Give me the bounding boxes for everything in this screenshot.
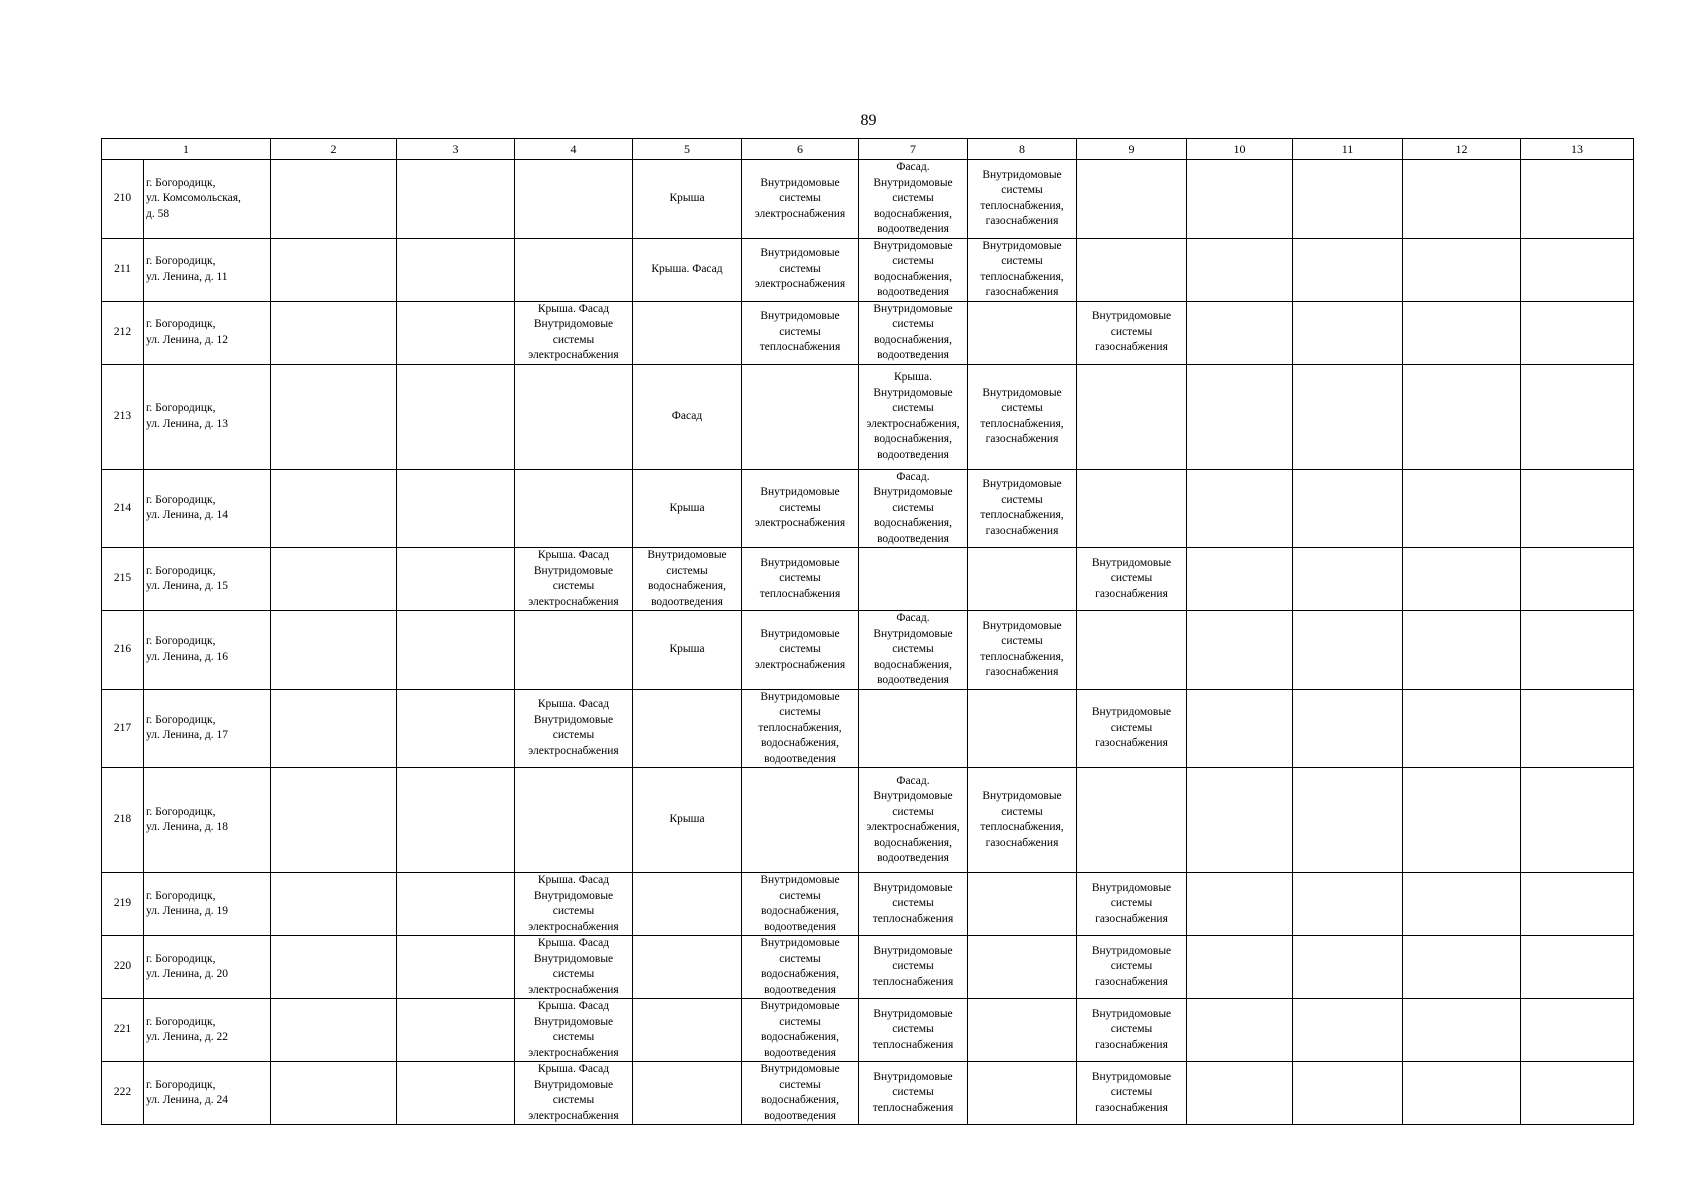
cell-c3 [397, 611, 515, 690]
cell-c13 [1521, 548, 1634, 611]
cell-c9: Внутридомовые системы газоснабжения [1077, 548, 1187, 611]
address-cell: г. Богородицк, ул. Ленина, д. 12 [144, 301, 271, 364]
cell-c12 [1403, 160, 1521, 239]
cell-c13 [1521, 999, 1634, 1062]
cell-c5 [633, 1062, 742, 1125]
cell-c13 [1521, 611, 1634, 690]
cell-c10 [1187, 301, 1293, 364]
cell-c13 [1521, 936, 1634, 999]
cell-c2 [271, 238, 397, 301]
row-number-cell: 217 [102, 689, 144, 768]
cell-c4: Крыша. Фасад Внутридомовые системы электроснабжения [515, 301, 633, 364]
cell-c13 [1521, 1062, 1634, 1125]
cell-c11 [1293, 238, 1403, 301]
cell-c11 [1293, 611, 1403, 690]
cell-c2 [271, 469, 397, 548]
cell-c11 [1293, 469, 1403, 548]
address-cell: г. Богородицк, ул. Ленина, д. 16 [144, 611, 271, 690]
cell-c6: Внутридомовые системы электроснабжения [742, 160, 859, 239]
cell-c6: Внутридомовые системы водоснабжения, водоотведения [742, 936, 859, 999]
table-row [102, 238, 1634, 301]
table-row [102, 160, 1634, 239]
cell-c4 [515, 768, 633, 873]
cell-c6: Внутридомовые системы теплоснабжения [742, 301, 859, 364]
cell-c3 [397, 238, 515, 301]
cell-c11 [1293, 873, 1403, 936]
address-cell: г. Богородицк, ул. Ленина, д. 11 [144, 238, 271, 301]
cell-c11 [1293, 364, 1403, 469]
cell-c3 [397, 469, 515, 548]
cell-c13 [1521, 364, 1634, 469]
cell-c7: Фасад. Внутридомовые системы водоснабжения, водоотведения [859, 611, 968, 690]
cell-c3 [397, 999, 515, 1062]
cell-c5: Крыша [633, 611, 742, 690]
cell-c2 [271, 936, 397, 999]
cell-c5: Крыша [633, 160, 742, 239]
column-numbers-row [102, 139, 1634, 160]
cell-c4: Крыша. Фасад Внутридомовые системы электроснабжения [515, 689, 633, 768]
cell-c4 [515, 469, 633, 548]
cell-c2 [271, 689, 397, 768]
cell-c10 [1187, 160, 1293, 239]
cell-c12 [1403, 689, 1521, 768]
cell-c7: Внутридомовые системы теплоснабжения [859, 936, 968, 999]
cell-c10 [1187, 548, 1293, 611]
column-header: 11 [1293, 139, 1403, 160]
cell-c10 [1187, 999, 1293, 1062]
table-row [102, 301, 1634, 364]
cell-c12 [1403, 936, 1521, 999]
cell-c10 [1187, 469, 1293, 548]
table-row [102, 1062, 1634, 1125]
cell-c9: Внутридомовые системы газоснабжения [1077, 1062, 1187, 1125]
table-row [102, 689, 1634, 768]
cell-c4: Крыша. Фасад Внутридомовые системы электроснабжения [515, 548, 633, 611]
cell-c11 [1293, 160, 1403, 239]
cell-c2 [271, 611, 397, 690]
cell-c8: Внутридомовые системы теплоснабжения, газоснабжения [968, 238, 1077, 301]
row-number-cell: 216 [102, 611, 144, 690]
register-table [101, 138, 1634, 1125]
cell-c8 [968, 689, 1077, 768]
cell-c9: Внутридомовые системы газоснабжения [1077, 301, 1187, 364]
cell-c5 [633, 999, 742, 1062]
column-header: 9 [1077, 139, 1187, 160]
cell-c2 [271, 301, 397, 364]
address-cell: г. Богородицк, ул. Ленина, д. 15 [144, 548, 271, 611]
row-number-cell: 215 [102, 548, 144, 611]
cell-c2 [271, 548, 397, 611]
cell-c10 [1187, 873, 1293, 936]
table-row [102, 936, 1634, 999]
cell-c7: Внутридомовые системы теплоснабжения [859, 873, 968, 936]
cell-c9: Внутридомовые системы газоснабжения [1077, 873, 1187, 936]
cell-c10 [1187, 1062, 1293, 1125]
cell-c9 [1077, 238, 1187, 301]
cell-c12 [1403, 238, 1521, 301]
cell-c8: Внутридомовые системы теплоснабжения, газоснабжения [968, 160, 1077, 239]
cell-c7 [859, 548, 968, 611]
cell-c10 [1187, 238, 1293, 301]
cell-c2 [271, 364, 397, 469]
cell-c13 [1521, 301, 1634, 364]
cell-c7: Фасад. Внутридомовые системы водоснабжения, водоотведения [859, 160, 968, 239]
cell-c2 [271, 999, 397, 1062]
cell-c4 [515, 160, 633, 239]
cell-c7: Фасад. Внутридомовые системы электроснабжения, водоснабжения, водоотведения [859, 768, 968, 873]
cell-c9: Внутридомовые системы газоснабжения [1077, 999, 1187, 1062]
address-cell: г. Богородицк, ул. Ленина, д. 18 [144, 768, 271, 873]
cell-c11 [1293, 301, 1403, 364]
column-header: 12 [1403, 139, 1521, 160]
cell-c10 [1187, 768, 1293, 873]
cell-c5: Крыша. Фасад [633, 238, 742, 301]
cell-c10 [1187, 936, 1293, 999]
column-header: 1 [102, 139, 271, 160]
address-cell: г. Богородицк, ул. Ленина, д. 24 [144, 1062, 271, 1125]
address-cell: г. Богородицк, ул. Ленина, д. 22 [144, 999, 271, 1062]
row-number-cell: 219 [102, 873, 144, 936]
cell-c10 [1187, 364, 1293, 469]
cell-c5: Крыша [633, 469, 742, 548]
cell-c9 [1077, 364, 1187, 469]
address-cell: г. Богородицк, ул. Ленина, д. 20 [144, 936, 271, 999]
cell-c8: Внутридомовые системы теплоснабжения, газоснабжения [968, 364, 1077, 469]
table-row [102, 611, 1634, 690]
cell-c3 [397, 301, 515, 364]
cell-c5 [633, 689, 742, 768]
cell-c6 [742, 768, 859, 873]
cell-c7: Крыша. Внутридомовые системы электроснабжения, водоснабжения, водоотведения [859, 364, 968, 469]
table-body [102, 160, 1634, 1125]
address-cell: г. Богородицк, ул. Ленина, д. 13 [144, 364, 271, 469]
table-row [102, 548, 1634, 611]
cell-c3 [397, 1062, 515, 1125]
column-header: 13 [1521, 139, 1634, 160]
cell-c6: Внутридомовые системы водоснабжения, водоотведения [742, 999, 859, 1062]
cell-c11 [1293, 768, 1403, 873]
cell-c12 [1403, 548, 1521, 611]
cell-c12 [1403, 611, 1521, 690]
address-cell: г. Богородицк, ул. Комсомольская, д. 58 [144, 160, 271, 239]
cell-c10 [1187, 611, 1293, 690]
table-row [102, 364, 1634, 469]
cell-c6: Внутридомовые системы электроснабжения [742, 611, 859, 690]
row-number-cell: 213 [102, 364, 144, 469]
table-row [102, 873, 1634, 936]
cell-c6: Внутридомовые системы теплоснабжения, водоснабжения, водоотведения [742, 689, 859, 768]
cell-c6: Внутридомовые системы электроснабжения [742, 469, 859, 548]
cell-c8 [968, 301, 1077, 364]
cell-c7: Внутридомовые системы теплоснабжения [859, 999, 968, 1062]
cell-c5: Фасад [633, 364, 742, 469]
cell-c5 [633, 936, 742, 999]
table-header [102, 139, 1634, 160]
column-header: 2 [271, 139, 397, 160]
cell-c8: Внутридомовые системы теплоснабжения, газоснабжения [968, 469, 1077, 548]
cell-c2 [271, 1062, 397, 1125]
cell-c10 [1187, 689, 1293, 768]
cell-c12 [1403, 1062, 1521, 1125]
cell-c12 [1403, 469, 1521, 548]
cell-c12 [1403, 364, 1521, 469]
cell-c11 [1293, 689, 1403, 768]
cell-c11 [1293, 999, 1403, 1062]
table-row [102, 999, 1634, 1062]
cell-c8: Внутридомовые системы теплоснабжения, газоснабжения [968, 768, 1077, 873]
cell-c2 [271, 160, 397, 239]
cell-c3 [397, 364, 515, 469]
cell-c3 [397, 160, 515, 239]
cell-c4: Крыша. Фасад Внутридомовые системы электроснабжения [515, 999, 633, 1062]
table-row [102, 768, 1634, 873]
column-header: 6 [742, 139, 859, 160]
cell-c9: Внутридомовые системы газоснабжения [1077, 936, 1187, 999]
cell-c6 [742, 364, 859, 469]
column-header: 7 [859, 139, 968, 160]
cell-c8 [968, 548, 1077, 611]
cell-c13 [1521, 689, 1634, 768]
cell-c5: Крыша [633, 768, 742, 873]
cell-c7: Фасад. Внутридомовые системы водоснабжения, водоотведения [859, 469, 968, 548]
cell-c3 [397, 873, 515, 936]
cell-c13 [1521, 873, 1634, 936]
cell-c3 [397, 768, 515, 873]
column-header: 5 [633, 139, 742, 160]
cell-c13 [1521, 768, 1634, 873]
row-number-cell: 220 [102, 936, 144, 999]
cell-c6: Внутридомовые системы водоснабжения, водоотведения [742, 873, 859, 936]
cell-c5 [633, 301, 742, 364]
column-header: 10 [1187, 139, 1293, 160]
cell-c5 [633, 873, 742, 936]
table-row [102, 469, 1634, 548]
cell-c9: Внутридомовые системы газоснабжения [1077, 689, 1187, 768]
address-cell: г. Богородицк, ул. Ленина, д. 17 [144, 689, 271, 768]
cell-c4: Крыша. Фасад Внутридомовые системы электроснабжения [515, 873, 633, 936]
cell-c13 [1521, 160, 1634, 239]
page-number: 89 [860, 112, 877, 129]
cell-c12 [1403, 768, 1521, 873]
cell-c7 [859, 689, 968, 768]
cell-c8: Внутридомовые системы теплоснабжения, газоснабжения [968, 611, 1077, 690]
cell-c9 [1077, 611, 1187, 690]
cell-c3 [397, 936, 515, 999]
cell-c4: Крыша. Фасад Внутридомовые системы электроснабжения [515, 1062, 633, 1125]
cell-c11 [1293, 1062, 1403, 1125]
cell-c13 [1521, 238, 1634, 301]
cell-c13 [1521, 469, 1634, 548]
row-number-cell: 222 [102, 1062, 144, 1125]
cell-c3 [397, 689, 515, 768]
cell-c4 [515, 611, 633, 690]
cell-c4 [515, 364, 633, 469]
cell-c6: Внутридомовые системы водоснабжения, водоотведения [742, 1062, 859, 1125]
address-cell: г. Богородицк, ул. Ленина, д. 14 [144, 469, 271, 548]
cell-c7: Внутридомовые системы водоснабжения, водоотведения [859, 238, 968, 301]
cell-c4 [515, 238, 633, 301]
cell-c4: Крыша. Фасад Внутридомовые системы электроснабжения [515, 936, 633, 999]
cell-c8 [968, 936, 1077, 999]
row-number-cell: 214 [102, 469, 144, 548]
cell-c12 [1403, 873, 1521, 936]
cell-c11 [1293, 936, 1403, 999]
cell-c9 [1077, 160, 1187, 239]
cell-c7: Внутридомовые системы водоснабжения, водоотведения [859, 301, 968, 364]
cell-c7: Внутридомовые системы теплоснабжения [859, 1062, 968, 1125]
column-header: 4 [515, 139, 633, 160]
cell-c3 [397, 548, 515, 611]
cell-c8 [968, 999, 1077, 1062]
cell-c9 [1077, 469, 1187, 548]
cell-c6: Внутридомовые системы электроснабжения [742, 238, 859, 301]
cell-c5: Внутридомовые системы водоснабжения, водоотведения [633, 548, 742, 611]
cell-c2 [271, 768, 397, 873]
cell-c8 [968, 1062, 1077, 1125]
cell-c11 [1293, 548, 1403, 611]
row-number-cell: 212 [102, 301, 144, 364]
cell-c8 [968, 873, 1077, 936]
column-header: 8 [968, 139, 1077, 160]
row-number-cell: 211 [102, 238, 144, 301]
cell-c6: Внутридомовые системы теплоснабжения [742, 548, 859, 611]
address-cell: г. Богородицк, ул. Ленина, д. 19 [144, 873, 271, 936]
row-number-cell: 210 [102, 160, 144, 239]
cell-c12 [1403, 999, 1521, 1062]
row-number-cell: 221 [102, 999, 144, 1062]
column-header: 3 [397, 139, 515, 160]
cell-c12 [1403, 301, 1521, 364]
row-number-cell: 218 [102, 768, 144, 873]
cell-c9 [1077, 768, 1187, 873]
cell-c2 [271, 873, 397, 936]
